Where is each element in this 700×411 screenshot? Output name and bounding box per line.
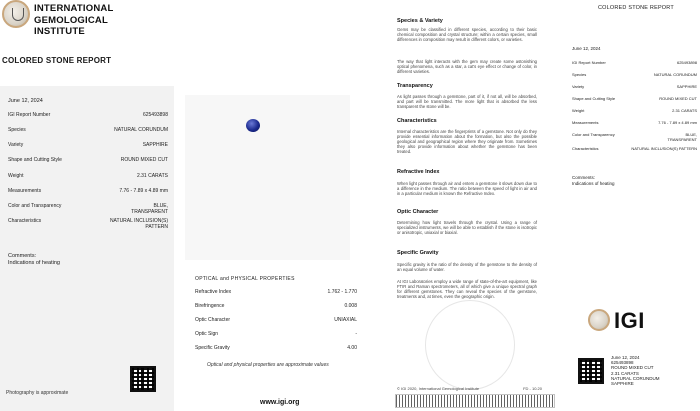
stub-line: June 12, 2024 bbox=[611, 355, 640, 360]
field-value: ROUND MIXED CUT bbox=[120, 157, 168, 163]
stub-label: Characteristics bbox=[572, 146, 599, 151]
comments-value: Indications of heating bbox=[8, 260, 60, 266]
optical-label: Optic Character bbox=[195, 317, 231, 323]
stub-label: Shape and Cutting Style bbox=[572, 96, 616, 101]
stub-line: NATURAL CORUNDUM bbox=[611, 375, 660, 381]
stub-label: Species bbox=[572, 72, 587, 77]
stub-row bbox=[572, 120, 697, 125]
optical-row bbox=[195, 345, 357, 359]
stub-comments-value: Indications of heating bbox=[572, 181, 615, 186]
section-head-gravity: Specific Gravity bbox=[397, 250, 439, 256]
field-value: 625493898 bbox=[142, 112, 168, 118]
info-panel bbox=[365, 0, 550, 411]
institute-line-1: INTERNATIONAL bbox=[34, 3, 114, 14]
section-text-equipment: At IGI Laboratories employ a wide range of state-of-the-art equipment, like FTIR and Raman spectrometers, all of which give a unique spectral graph for different gemstones. They can reveal the species of the gemstone, treatments and, at times, even the geographic origin. bbox=[397, 279, 537, 300]
security-barcode-icon bbox=[395, 394, 555, 408]
section-text-characteristics: Internal characteristics are the fingerprints of a gemstone. Not only do they provide essential information about the formation, but also the possible geological and geographical region where they originate from. Sometimes they also provide information about whether the gemstone has been treated. bbox=[397, 129, 537, 155]
section-text-gravity: Specific gravity is the ratio of the density of the gemstone to the density of an equal volume of water. bbox=[397, 262, 537, 273]
report-date: June 12, 2024 bbox=[8, 98, 43, 104]
field-label: IGI Report Number bbox=[8, 112, 51, 118]
qr-code-icon[interactable] bbox=[130, 366, 156, 392]
igi-logo-icon bbox=[588, 309, 610, 331]
copyright-text: © IGI 2020, International Gemological Institute bbox=[397, 386, 480, 391]
stub-date: June 12, 2024 bbox=[572, 46, 601, 51]
optical-note: Optical and physical properties are approximate values bbox=[207, 362, 329, 368]
stub-row bbox=[572, 96, 697, 101]
optical-properties bbox=[195, 276, 357, 359]
comments-label: Comments: bbox=[8, 253, 37, 259]
section-text-transparency: As light passes through a gemstone, part of it, if not all, will be absorbed, and part will be transmitted. The more light that is absorbed the less transparent the stone will be. bbox=[397, 94, 537, 110]
optical-label: Refractive Index bbox=[195, 289, 232, 295]
field-label: Species bbox=[8, 127, 26, 133]
details-panel bbox=[0, 86, 174, 411]
section-text-phenomena: The way that light interacts with the gem may create some astonishing optical phenomena, such as a star, a cat's eye effect or change of color, in different varieties. bbox=[397, 59, 537, 75]
optical-row bbox=[195, 303, 357, 317]
stub-value: NATURAL CORUNDUM bbox=[653, 72, 697, 77]
institute-line-3: INSTITUTE bbox=[34, 26, 85, 37]
watermark-seal-icon bbox=[425, 300, 515, 390]
stub-summary bbox=[611, 355, 660, 386]
optical-label: Optic Sign bbox=[195, 331, 219, 337]
section-text-refractive: When light passes through air and enters a gemstone it slows down due to a difference in the medium. The ratio between the speed of light in air and in a particular medium is known the Refractive Index. bbox=[397, 181, 537, 197]
field-label: Color and Transparency bbox=[8, 203, 62, 209]
optical-row bbox=[195, 317, 357, 331]
comments-block bbox=[8, 253, 60, 267]
field-label: Measurements bbox=[8, 188, 42, 194]
stub-value: 625493898 bbox=[676, 60, 697, 65]
form-code: FD - 10.20 bbox=[523, 386, 542, 391]
stub-row bbox=[572, 60, 697, 65]
stub-row bbox=[572, 132, 697, 142]
stub-value: SAPPHIRE bbox=[676, 84, 697, 89]
photo-note: Photography is approximate bbox=[6, 390, 69, 396]
stub-row bbox=[572, 146, 697, 151]
section-text-species: Gems may be classified in different species, according to their basic chemical composition and crystal structure; within a certain species, small differences in composition may result in different colors, or varieties. bbox=[397, 27, 537, 43]
field-value: SAPPHIRE bbox=[142, 142, 168, 148]
website-link[interactable]: www.igi.org bbox=[260, 399, 300, 406]
stub-value: 2.31 CARATS bbox=[672, 108, 697, 113]
section-head-refractive: Refractive Index bbox=[397, 169, 440, 175]
field-label: Weight bbox=[8, 173, 24, 179]
section-head-optic: Optic Character bbox=[397, 209, 439, 215]
stub-line: SAPPHIRE bbox=[611, 381, 634, 387]
optical-value: 1.762 - 1.770 bbox=[327, 289, 357, 295]
field-value: 2.31 CARATS bbox=[136, 173, 168, 179]
stub-value: 7.76 - 7.89 x 4.89 mm bbox=[658, 120, 697, 125]
optical-value: 4.00 bbox=[347, 345, 357, 351]
stub-line: 2.31 CARATS bbox=[611, 370, 639, 376]
stub-row bbox=[572, 72, 697, 77]
section-head-species: Species & Variety bbox=[397, 18, 443, 24]
optical-title: OPTICAL and PHYSICAL PROPERTIES bbox=[195, 276, 295, 282]
section-head-transparency: Transparency bbox=[397, 83, 433, 89]
optical-value: - bbox=[355, 331, 357, 337]
sapphire-gem-image bbox=[246, 119, 260, 132]
optical-row bbox=[195, 289, 357, 303]
info-footer bbox=[397, 386, 542, 391]
stub-qr-code-icon[interactable] bbox=[578, 358, 604, 384]
section-head-characteristics: Characteristics bbox=[397, 118, 437, 124]
stub-value: BLUE, TRANSPARENT bbox=[667, 132, 697, 142]
stub-label: IGI Report Number bbox=[572, 60, 606, 65]
gem-photo-area bbox=[185, 95, 350, 260]
institute-name bbox=[34, 3, 113, 38]
stub-label: Weight bbox=[572, 108, 585, 113]
field-label: Variety bbox=[8, 142, 24, 148]
report-title: COLORED STONE REPORT bbox=[2, 56, 112, 65]
optical-label: Specific Gravity bbox=[195, 345, 230, 351]
field-value: NATURAL INCLUSION(S) PATTERN bbox=[109, 218, 168, 230]
institute-line-2: GEMOLOGICAL bbox=[34, 14, 108, 26]
field-value: BLUE, TRANSPARENT bbox=[131, 203, 168, 215]
igi-seal-icon bbox=[2, 0, 30, 28]
stub-row bbox=[572, 108, 697, 113]
field-value: NATURAL CORUNDUM bbox=[114, 127, 168, 133]
stub-line: ROUND MIXED CUT bbox=[611, 365, 654, 371]
stub-label: Variety bbox=[572, 84, 585, 89]
stub-line: 625493898 bbox=[611, 360, 634, 366]
stub-title: COLORED STONE REPORT bbox=[598, 5, 674, 11]
stub-value: NATURAL INCLUSION(S) PATTERN bbox=[631, 146, 697, 151]
field-label: Characteristics bbox=[8, 218, 42, 224]
section-text-optic: Determining how light travels through the crystal. Using a range of specialized instruments, we will be able to establish if the stone is isotropic or anisotropic, uniaxial or biaxial. bbox=[397, 220, 537, 236]
optical-value: 0.008 bbox=[344, 303, 357, 309]
stub-comments bbox=[572, 175, 615, 187]
stub-comments-label: Comments: bbox=[572, 175, 596, 180]
stub-label: Measurements bbox=[572, 120, 599, 125]
field-value: 7.76 - 7.89 x 4.89 mm bbox=[119, 188, 168, 194]
stub-value: ROUND MIXED CUT bbox=[659, 96, 697, 101]
optical-value: UNIAXIAL bbox=[334, 317, 357, 323]
stub-row bbox=[572, 84, 697, 89]
optical-row bbox=[195, 331, 357, 345]
field-label: Shape and Cutting Style bbox=[8, 157, 62, 163]
report-stub-panel bbox=[565, 0, 700, 411]
stub-label: Color and Transparency bbox=[572, 132, 615, 137]
optical-label: Birefringence bbox=[195, 303, 225, 309]
igi-logo-text: IGI bbox=[614, 308, 645, 333]
